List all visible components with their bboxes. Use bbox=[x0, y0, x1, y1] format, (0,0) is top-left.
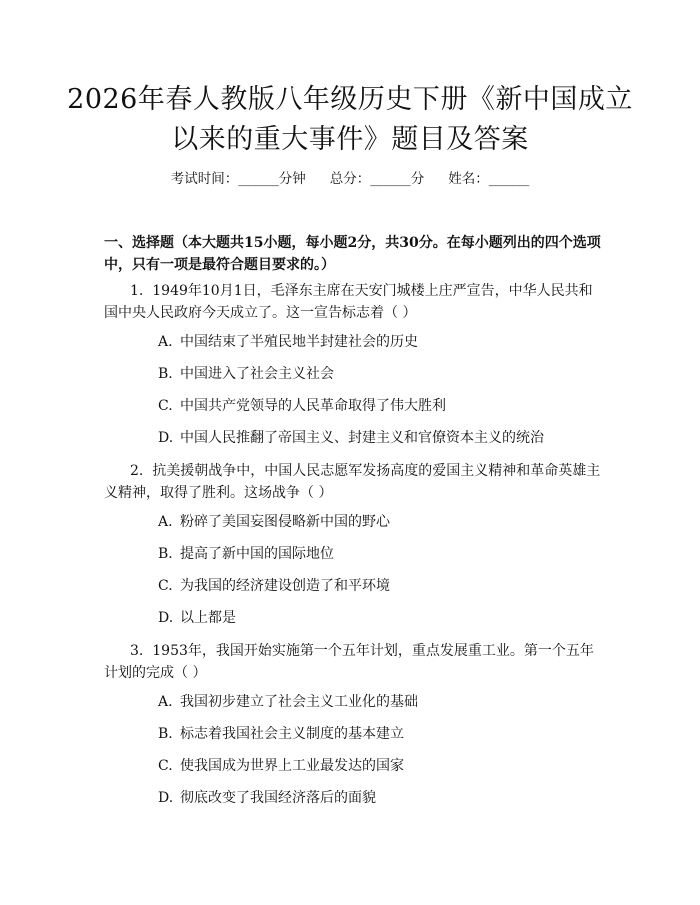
option-text: 中国共产党领导的人民革命取得了伟大胜利 bbox=[180, 398, 446, 414]
option-letter: C. bbox=[158, 758, 173, 774]
question-number: 3. bbox=[130, 643, 144, 659]
option-text: 以上都是 bbox=[180, 610, 236, 626]
option-text: 我国初步建立了社会主义工业化的基础 bbox=[180, 694, 418, 710]
option-letter: B. bbox=[158, 546, 173, 562]
option-text: 使我国成为世界上工业最发达的国家 bbox=[180, 758, 404, 774]
question-1-option-a[interactable] bbox=[158, 332, 608, 352]
question-1-option-b[interactable] bbox=[158, 364, 608, 384]
option-letter: D. bbox=[158, 430, 174, 446]
option-text: 彻底改变了我国经济落后的面貌 bbox=[180, 790, 376, 806]
question-3-option-c[interactable] bbox=[158, 756, 608, 776]
option-letter: A. bbox=[158, 694, 173, 710]
option-text: 粉碎了美国妄图侵略新中国的野心 bbox=[180, 514, 390, 530]
option-text: 中国人民推翻了帝国主义、封建主义和官僚资本主义的统治 bbox=[180, 430, 544, 446]
question-3-option-b[interactable] bbox=[158, 724, 608, 744]
option-letter: C. bbox=[158, 398, 173, 414]
option-text: 为我国的经济建设创造了和平环境 bbox=[180, 578, 390, 594]
question-2 bbox=[104, 460, 604, 504]
question-number: 1. bbox=[130, 283, 144, 299]
exam-time-label: 考试时间：______分钟 bbox=[170, 171, 306, 187]
question-2-option-a[interactable] bbox=[158, 512, 608, 532]
option-text: 中国进入了社会主义社会 bbox=[180, 366, 334, 382]
question-3 bbox=[104, 640, 604, 684]
option-letter: B. bbox=[158, 726, 173, 742]
question-1 bbox=[104, 280, 604, 324]
question-2-option-b[interactable] bbox=[158, 544, 608, 564]
question-1-option-d[interactable] bbox=[158, 428, 608, 448]
option-letter: D. bbox=[158, 790, 174, 806]
exam-info bbox=[0, 170, 700, 188]
question-2-option-d[interactable] bbox=[158, 608, 608, 628]
name-label: 姓名：______ bbox=[448, 171, 530, 187]
option-letter: B. bbox=[158, 366, 173, 382]
section-heading: 一、选择题（本大题共15小题，每小题2分，共30分。在每小题列出的四个选项中，只有一项是最符合题目要求的。） bbox=[104, 235, 601, 273]
option-letter: A. bbox=[158, 334, 173, 350]
option-text: 中国结束了半殖民地半封建社会的历史 bbox=[180, 334, 418, 350]
question-3-option-d[interactable] bbox=[158, 788, 608, 808]
page-title: 2026年春人教版八年级历史下册《新中国成立以来的重大事件》题目及答案 bbox=[67, 84, 633, 155]
question-1-option-c[interactable] bbox=[158, 396, 608, 416]
question-number: 2. bbox=[130, 463, 144, 479]
option-letter: C. bbox=[158, 578, 173, 594]
question-text: 1953年，我国开始实施第一个五年计划，重点发展重工业。第一个五年计划的完成（ ） bbox=[104, 643, 594, 681]
question-2-option-c[interactable] bbox=[158, 576, 608, 596]
option-text: 标志着我国社会主义制度的基本建立 bbox=[180, 726, 404, 742]
option-text: 提高了新中国的国际地位 bbox=[180, 546, 334, 562]
total-score-label: 总分：______分 bbox=[329, 171, 425, 187]
question-text: 抗美援朝战争中，中国人民志愿军发扬高度的爱国主义精神和革命英雄主义精神，取得了胜利。这场战争（ ） bbox=[104, 463, 601, 501]
question-text: 1949年10月1日，毛泽东主席在天安门城楼上庄严宣告，中华人民共和国中央人民政府今天成立了。这一宣告标志着（ ） bbox=[104, 283, 593, 321]
option-letter: A. bbox=[158, 514, 173, 530]
option-letter: D. bbox=[158, 610, 174, 626]
question-3-option-a[interactable] bbox=[158, 692, 608, 712]
